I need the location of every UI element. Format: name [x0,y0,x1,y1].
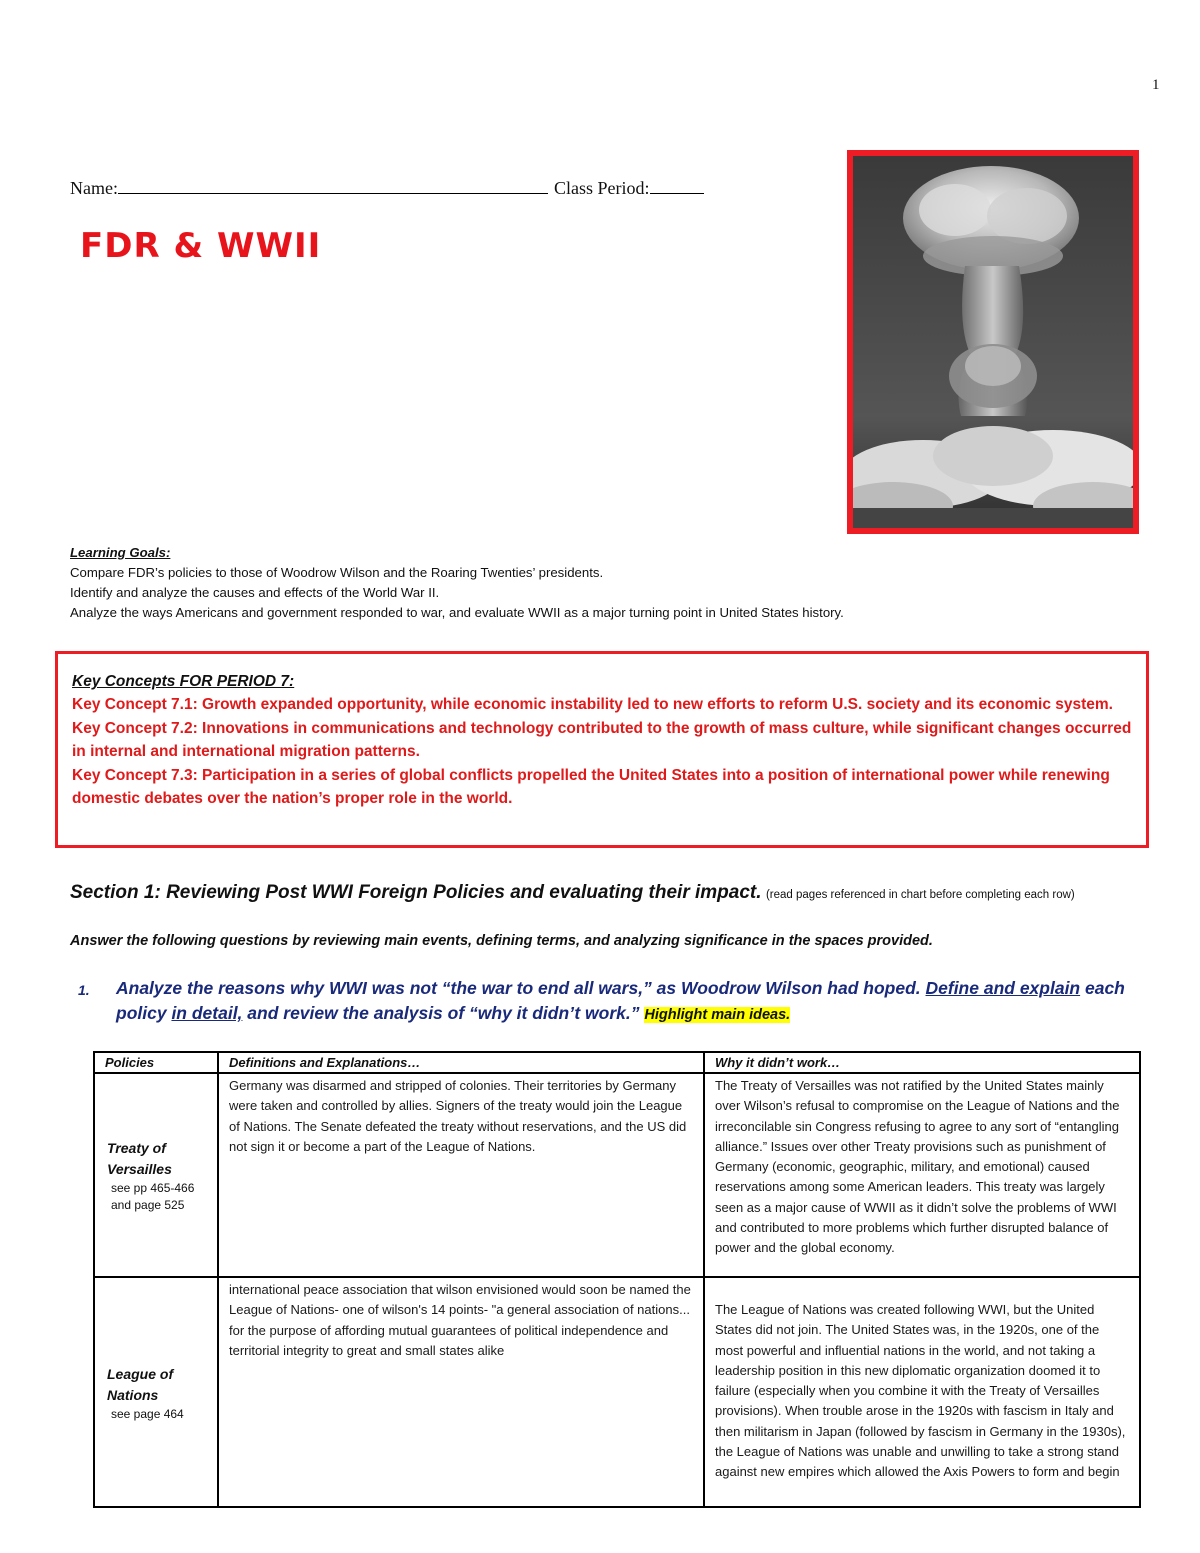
column-header-policies: Policies [94,1052,218,1073]
column-header-why: Why it didn’t work… [704,1052,1140,1073]
name-class-period-line [70,176,704,199]
table-row [94,1073,1140,1277]
definition-text: international peace association that wilson envisioned would soon be named the League of Nations- one of wilson's 14 points- "a general association of nations... for the purpose of affording mutual guarantees of political independence and territorial integrity to great and small states alike [229,1282,691,1358]
name-blank[interactable] [118,176,548,194]
definition-cell[interactable] [218,1277,704,1507]
name-label: Name: [70,178,118,198]
key-concept-item: Key Concept 7.3: Participation in a series of global conflicts propelled the United States into a position of international power while renewing domestic debates over the nation’s proper role in the world. [72,766,1110,807]
key-concepts-box [55,651,1149,848]
page-reference: and page 525 [111,1198,185,1212]
document-title: FDR & WWII [80,226,322,266]
key-concepts-heading: Key Concepts FOR PERIOD 7: [72,673,295,690]
mushroom-cloud-image [853,156,1133,528]
key-concept-item: Key Concept 7.2: Innovations in communications and technology contributed to the growth of mass culture, while significant changes occurred in internal and international migration patterns. [72,719,1132,760]
question-underlined-text: Define and explain [925,978,1081,998]
policy-cell [94,1277,218,1507]
learning-goals [70,543,1070,623]
question-number: 1. [78,982,90,998]
question-1 [78,976,1148,1028]
question-underlined-text: in detail, [171,1003,243,1023]
question-text-part: each policy [116,978,1125,1023]
section-1-heading [70,882,1075,904]
class-period-blank[interactable] [650,176,704,194]
page-number: 1 [1152,77,1160,93]
question-text-part: Analyze the reasons why WWI was not “the war to end all wars,” as Woodrow Wilson had hoped. [116,978,926,998]
table-row [94,1277,1140,1507]
why-text: The League of Nations was created following WWI, but the United States did not join. The United States was, in the 1920s, one of the most powerful and influential nations in the world, and not taking a leadership position in this new diplomatic organization doomed it to failure (especially when you combine it with the Treaty of Versailles provisions). When trouble arose in the 1920s with fascism in Italy and then militarism in Japan (followed by fascism in Germany in the 1930s), the League of Nations was unable and unwilling to take a strong stand against new empires which allowed the Axis Powers to form and begin [715,1302,1126,1480]
class-period-label: Class Period: [553,178,650,198]
learning-goal-item: Identify and analyze the causes and effects of the World War II. [70,585,440,600]
page-reference: see pp 465-466 [111,1181,195,1195]
policy-name: League of Nations [107,1365,174,1403]
section-1-instructions: Answer the following questions by reviewing main events, defining terms, and analyzing significance in the spaces provided. [70,933,933,949]
why-cell[interactable] [704,1277,1140,1507]
why-cell[interactable]: The Treaty of Versailles was not ratified by the United States mainly over Wilson’s refusal to compromise on the League of Nations and the irreconcilable sin Congress refusing to agree to any sort of “entangling alliance.” Issues over other Treaty provisions such as punishment of Germany (economic, geographic, military, and emotional) caused reservations among some American leaders. This treaty was largely seen as a major cause of WWII as it didn’t solve the problems of WWI and contributed to more problems which further disrupted balance of power and the global economy. [704,1073,1140,1277]
page-reference: see page 464 [111,1406,184,1421]
learning-goal-item: Analyze the ways Americans and government responded to war, and evaluate WWII as a major turning point in United States history. [70,605,844,620]
policy-name: Treaty of Versailles [107,1140,172,1177]
section-1-title: Section 1: Reviewing Post WWI Foreign Policies and evaluating their impact. [70,882,762,903]
question-text-part: and review the analysis of “why it didn’t work.” [242,1003,645,1023]
learning-goal-item: Compare FDR’s policies to those of Woodrow Wilson and the Roaring Twenties’ presidents. [70,565,604,580]
section-1-note: (read pages referenced in chart before completing each row) [765,889,1075,901]
learning-goals-heading: Learning Goals: [70,545,171,560]
definition-cell[interactable]: Germany was disarmed and stripped of colonies. Their territories by Germany were taken and controlled by allies. Signers of the treaty would join the League of Nations. The Senate defeated the treaty without reservations, and the US did not sign it or become a part of the League of Nations. [218,1073,704,1277]
question-text [116,976,1148,1028]
policy-table [93,1051,1141,1508]
key-concept-item: Key Concept 7.1: Growth expanded opportunity, while economic instability led to new efforts to reform U.S. society and its economic system. [72,696,1113,713]
column-header-definitions: Definitions and Explanations… [218,1052,704,1073]
highlighted-instruction: Highlight main ideas. [644,1007,791,1023]
mushroom-cloud-photo [847,150,1139,534]
table-header-row [94,1052,1140,1073]
policy-cell [94,1073,218,1277]
